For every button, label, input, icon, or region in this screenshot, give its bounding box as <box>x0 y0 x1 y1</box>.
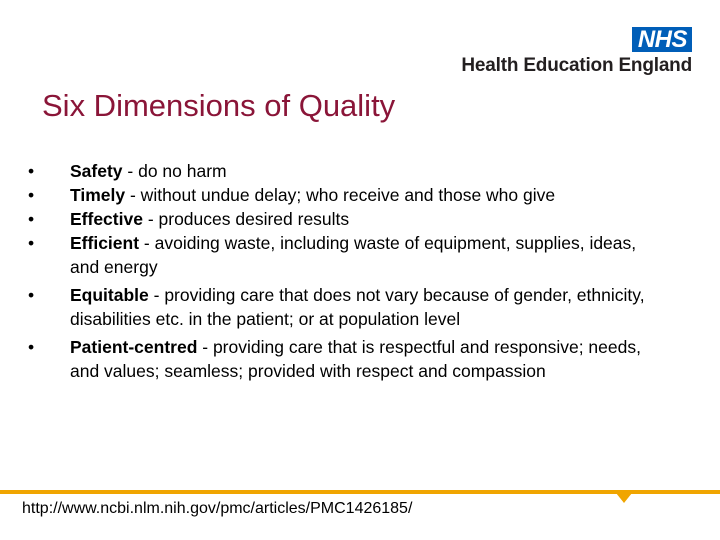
bullet-icon: • <box>28 285 35 305</box>
organisation-name: Health Education England <box>461 55 692 76</box>
dimension-description: - providing care that is respectful and responsive; needs, and values; seamless; provided with respect and compassion <box>70 337 641 381</box>
dimension-description: - produces desired results <box>142 209 350 229</box>
list-item <box>28 207 668 231</box>
bullet-icon: • <box>28 161 35 181</box>
nhs-badge: NHS <box>632 27 692 52</box>
dimension-description: - avoiding waste, including waste of equipment, supplies, ideas, and energy <box>70 233 637 277</box>
dimension-term: Patient-centred <box>70 337 198 357</box>
bullet-icon: • <box>28 337 35 357</box>
dimensions-list <box>28 159 668 383</box>
dimension-description: - providing care that does not vary because of gender, ethnicity, disabilities etc. in the patient; or at population level <box>70 285 645 329</box>
dimension-term: Equitable <box>70 285 149 305</box>
footer-notch-icon <box>616 493 632 503</box>
bullet-icon: • <box>28 185 35 205</box>
dimension-term: Safety <box>70 161 123 181</box>
dimension-term: Effective <box>70 209 143 229</box>
dimension-description: - do no harm <box>122 161 227 181</box>
list-item <box>28 335 668 383</box>
bullet-icon: • <box>28 233 35 253</box>
list-item <box>28 183 668 207</box>
bullet-icon: • <box>28 209 35 229</box>
page-title: Six Dimensions of Quality <box>42 88 396 123</box>
source-link[interactable]: http://www.ncbi.nlm.nih.gov/pmc/articles/PMC1426185/ <box>22 500 413 517</box>
dimension-term: Timely <box>70 185 126 205</box>
list-item <box>28 283 668 331</box>
list-item <box>28 231 668 279</box>
dimension-description: - without undue delay; who receive and those who give <box>125 185 556 205</box>
dimension-term: Efficient <box>70 233 140 253</box>
nhs-hee-logo <box>461 27 692 77</box>
list-item <box>28 159 668 183</box>
footer-divider <box>0 490 720 494</box>
